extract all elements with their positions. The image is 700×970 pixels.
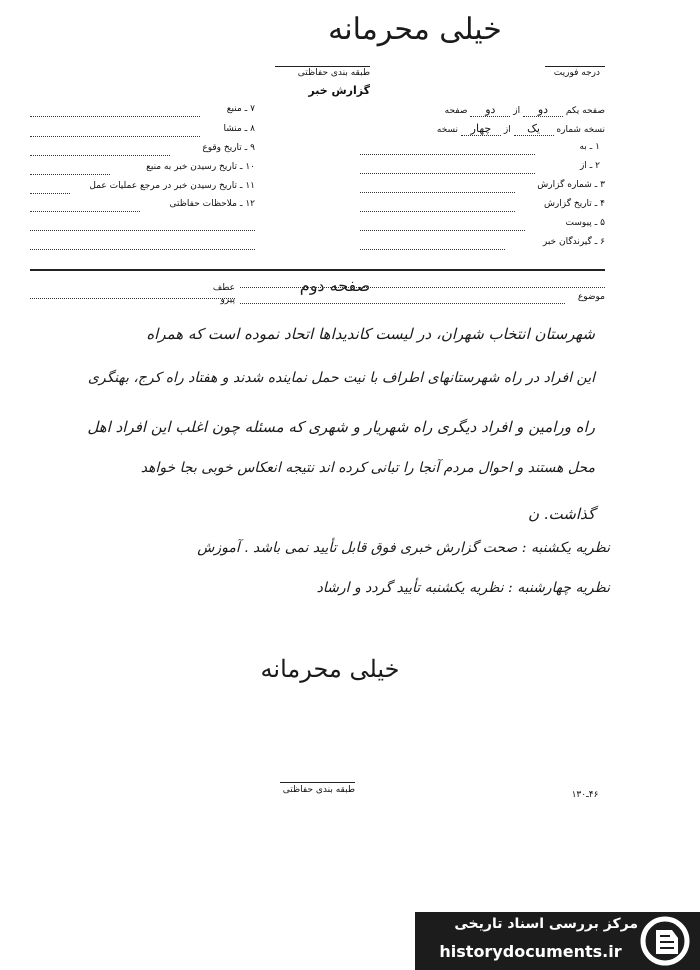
field-reference-date: ۱۱ ـ تاریخ رسیدن خبر در مرجع عملیات عمل bbox=[89, 181, 255, 191]
footer-classification-underline bbox=[280, 782, 355, 783]
urgency-underline bbox=[545, 66, 605, 67]
page-row bbox=[360, 103, 605, 117]
field-origin-line bbox=[30, 136, 200, 137]
subject-label: موضوع bbox=[577, 292, 605, 302]
watermark-title: مرکز بررسی اسناد تاریخی bbox=[454, 916, 638, 932]
field-report-date-line bbox=[360, 211, 515, 212]
header-separator bbox=[30, 269, 605, 271]
subject-value: صفحه دوم bbox=[299, 276, 371, 295]
footer-classification-label: طبقه بندی حفاظتی bbox=[282, 785, 355, 795]
opinion-line-1: نظریه یکشنبه : صحت گزارش خبری فوق قابل تأیید نمی باشد . آموزش bbox=[197, 540, 610, 556]
opinion-line-2: نظریه چهارشنبه : نظریه یکشنبه تأیید گردد و ارشاد bbox=[316, 580, 610, 596]
copy-of-label: از bbox=[503, 125, 511, 135]
subject-line bbox=[240, 303, 565, 304]
copy-total-value: چهار bbox=[461, 122, 501, 136]
archive-logo-icon bbox=[640, 916, 690, 966]
field-source: ۷ ـ منبع bbox=[226, 104, 255, 114]
field-security-notes: ۱۲ ـ ملاحظات حفاظتی bbox=[169, 199, 255, 209]
field-event-date-line bbox=[30, 155, 170, 156]
field-reference-date-line bbox=[30, 193, 70, 194]
action-label: عطف bbox=[212, 283, 235, 293]
field-recipients: ۶ ـ گیرندگان خبر bbox=[542, 237, 605, 247]
field-to: ۱ ـ به bbox=[579, 142, 600, 152]
body-line-2: این افراد در راه شهرستانهای اطراف با نیت حمل نماینده شدند و هفتاد راه کرج، بهنگری bbox=[87, 370, 595, 386]
page-total-value: دو bbox=[470, 103, 510, 117]
closing-classification: خیلی محرمانه bbox=[260, 655, 400, 683]
body-line-1: شهرستان انتخاب شهران، در لیست کاندیداها اتحاد نموده است که همراه bbox=[146, 325, 595, 343]
field-source-date: ۱۰ ـ تاریخ رسیدن خبر به منبع bbox=[146, 162, 255, 172]
field-report-number: ۳ ـ شماره گزارش bbox=[537, 180, 605, 190]
left-blank-line-1 bbox=[30, 230, 255, 231]
left-blank-line-2 bbox=[30, 249, 255, 250]
field-source-line bbox=[30, 116, 200, 117]
field-event-date: ۹ ـ تاریخ وقوع bbox=[202, 143, 255, 153]
page-label: صفحه یکم bbox=[565, 106, 605, 116]
action-line bbox=[240, 287, 605, 288]
field-attachment-line bbox=[360, 230, 525, 231]
field-origin: ۸ ـ منشا bbox=[223, 124, 255, 134]
field-report-date: ۴ ـ تاریخ گزارش bbox=[543, 199, 605, 209]
field-recipients-line bbox=[360, 249, 505, 250]
field-report-number-line bbox=[360, 192, 515, 193]
copy-row bbox=[360, 122, 605, 136]
field-from: ۲ ـ از bbox=[579, 161, 600, 171]
form-code: ۴۶ـ۱۳۰ bbox=[571, 790, 599, 800]
copy-label: نسخه شماره bbox=[556, 125, 605, 135]
copy-unit-label: نسخه bbox=[436, 125, 459, 135]
field-attachment: ۵ ـ پیوست bbox=[565, 218, 605, 228]
field-security-notes-line bbox=[30, 211, 140, 212]
followup-line bbox=[30, 298, 235, 299]
page-number-value: دو bbox=[523, 103, 563, 117]
watermark-url: historydocuments.ir bbox=[439, 942, 622, 961]
form-title: گزارش خبر bbox=[308, 84, 370, 97]
watermark bbox=[415, 912, 700, 970]
page-of-label: از bbox=[513, 106, 521, 116]
body-line-5: گذاشت. ن bbox=[527, 505, 595, 523]
urgency-label: درجه فوریت bbox=[553, 68, 600, 78]
classification-label: طبقه بندی حفاظتی bbox=[297, 68, 370, 78]
field-to-line bbox=[360, 154, 535, 155]
classification-underline bbox=[275, 66, 370, 67]
page-unit-label: صفحه bbox=[444, 106, 468, 116]
body-line-4: محل هستند و احوال مردم آنجا را تبانی کرده اند نتیجه انعکاس خوبی بجا خواهد bbox=[140, 460, 595, 476]
copy-number-value: یک bbox=[514, 122, 554, 136]
classification-handwritten: خیلی محرمانه bbox=[328, 12, 502, 47]
field-source-date-line bbox=[30, 174, 110, 175]
followup-label: پیرو bbox=[220, 295, 235, 305]
field-from-line bbox=[360, 173, 535, 174]
body-line-3: راه ورامین و افراد دیگری راه شهریار و شهری که مسئله چون اغلب این افراد اهل bbox=[87, 418, 595, 436]
